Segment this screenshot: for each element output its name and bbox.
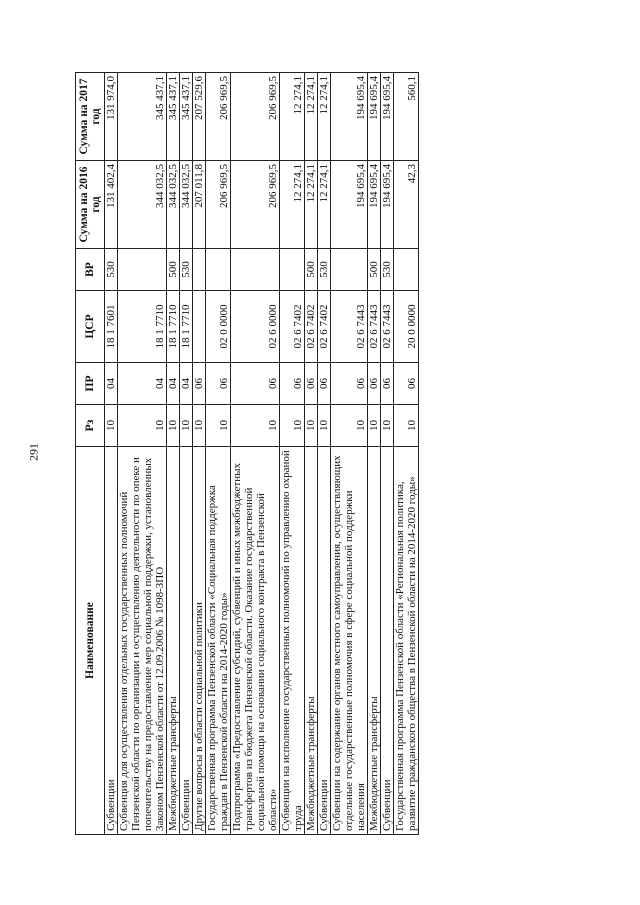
- row-pr: 04: [180, 363, 193, 405]
- row-sum-2017: 12 274,1: [318, 73, 331, 161]
- table-row: [231, 73, 280, 835]
- header-sum-2017: Сумма на 2017 год: [76, 73, 105, 161]
- row-pr: 06: [280, 363, 305, 405]
- row-rz: 10: [280, 405, 305, 447]
- row-name: Субвенция для осуществления отдельных государственных полномочий Пензенской области по организации и осуществлению деятельности по опеке и попечительству на предоставление мер социальной поддержки, установленных Законом Пензенской области от 12.09.2006 № 1098-ЗПО: [118, 447, 167, 835]
- row-sum-2017: 12 274,1: [305, 73, 318, 161]
- row-name: Межбюджетные трансферты: [167, 447, 180, 835]
- row-rz: 10: [206, 405, 231, 447]
- row-sum-2017: 12 274,1: [280, 73, 305, 161]
- row-sum-2016: 206 969,5: [206, 161, 231, 249]
- row-sum-2016: 194 695,4: [331, 161, 368, 249]
- row-csr: 18 1 7601: [105, 291, 118, 363]
- row-sum-2017: 345 437,1: [180, 73, 193, 161]
- header-vr: ВР: [76, 249, 105, 291]
- row-sum-2017: 345 437,1: [118, 73, 167, 161]
- table-row: [305, 73, 318, 835]
- row-sum-2016: 12 274,1: [280, 161, 305, 249]
- row-csr: 18 1 7710: [167, 291, 180, 363]
- row-csr: 02 0 0000: [206, 291, 231, 363]
- row-rz: 10: [105, 405, 118, 447]
- row-name: Субвенции на исполнение государственных полномочий по управлению охраной труда: [280, 447, 305, 835]
- row-rz: 10: [118, 405, 167, 447]
- row-vr: [231, 249, 280, 291]
- row-sum-2016: 344 032,5: [167, 161, 180, 249]
- header-csr: ЦСР: [76, 291, 105, 363]
- row-sum-2016: 12 274,1: [318, 161, 331, 249]
- row-vr: [206, 249, 231, 291]
- table-row: [381, 73, 394, 835]
- row-pr: 04: [118, 363, 167, 405]
- table-row: [167, 73, 180, 835]
- row-vr: [193, 249, 206, 291]
- row-name: Субвенции: [381, 447, 394, 835]
- row-csr: 02 6 7443: [381, 291, 394, 363]
- header-name: Наименование: [76, 447, 105, 835]
- row-name: Межбюджетные трансферты: [368, 447, 381, 835]
- row-csr: [193, 291, 206, 363]
- row-csr: 18 1 7710: [180, 291, 193, 363]
- page-number: 291: [26, 443, 41, 461]
- row-csr: 02 6 7402: [318, 291, 331, 363]
- row-csr: 02 6 7443: [368, 291, 381, 363]
- row-sum-2017: 194 695,4: [381, 73, 394, 161]
- row-name: Межбюджетные трансферты: [305, 447, 318, 835]
- row-vr: [394, 249, 419, 291]
- row-name: Другие вопросы в области социальной политики: [193, 447, 206, 835]
- row-sum-2017: 131 974,0: [105, 73, 118, 161]
- row-rz: 10: [193, 405, 206, 447]
- table-row: [318, 73, 331, 835]
- row-sum-2016: 42,3: [394, 161, 419, 249]
- row-sum-2017: 560,1: [394, 73, 419, 161]
- row-name: Субвенции на содержание органов местного самоуправления, осуществляющих отдельные государственные полномочия в сфере социальной поддержки населения: [331, 447, 368, 835]
- row-sum-2017: 206 969,5: [231, 73, 280, 161]
- row-rz: 10: [381, 405, 394, 447]
- row-vr: [331, 249, 368, 291]
- row-pr: 04: [167, 363, 180, 405]
- table-row: [331, 73, 368, 835]
- row-pr: 06: [193, 363, 206, 405]
- row-pr: 06: [231, 363, 280, 405]
- row-rz: 10: [180, 405, 193, 447]
- rotated-table-container: [75, 73, 565, 835]
- table-row: [280, 73, 305, 835]
- row-sum-2017: 194 695,4: [331, 73, 368, 161]
- table-row: [193, 73, 206, 835]
- row-name: Государственная программа Пензенской области «Социальная поддержка граждан в Пензенской области на 2014-2020 годы»: [206, 447, 231, 835]
- row-sum-2017: 207 529,6: [193, 73, 206, 161]
- row-sum-2016: 131 402,4: [105, 161, 118, 249]
- row-name: Подпрограмма «Предоставление субсидий, субвенций и иных межбюджетных трансфертов из бюджета Пензенской области. Оказание государственной социальной помощи на основании социального контракта в Пензенской области»: [231, 447, 280, 835]
- row-rz: 10: [231, 405, 280, 447]
- row-csr: 02 6 7443: [331, 291, 368, 363]
- row-sum-2016: 194 695,4: [381, 161, 394, 249]
- table-row: [368, 73, 381, 835]
- row-rz: 10: [331, 405, 368, 447]
- budget-table: [75, 72, 419, 835]
- header-pr: ПР: [76, 363, 105, 405]
- row-vr: 530: [105, 249, 118, 291]
- row-sum-2016: 206 969,5: [231, 161, 280, 249]
- table-row: [118, 73, 167, 835]
- row-sum-2016: 344 032,5: [118, 161, 167, 249]
- row-sum-2016: 194 695,4: [368, 161, 381, 249]
- row-pr: 06: [206, 363, 231, 405]
- row-pr: 06: [305, 363, 318, 405]
- row-sum-2017: 345 437,1: [167, 73, 180, 161]
- row-vr: 530: [180, 249, 193, 291]
- table-row: [180, 73, 193, 835]
- row-rz: 10: [368, 405, 381, 447]
- header-sum-2016: Сумма на 2016 год: [76, 161, 105, 249]
- row-vr: [118, 249, 167, 291]
- row-pr: 06: [368, 363, 381, 405]
- row-csr: 02 6 7402: [280, 291, 305, 363]
- row-name: Субвенции: [180, 447, 193, 835]
- row-vr: 530: [381, 249, 394, 291]
- row-pr: 06: [331, 363, 368, 405]
- row-vr: 500: [167, 249, 180, 291]
- row-vr: 500: [305, 249, 318, 291]
- row-pr: 06: [318, 363, 331, 405]
- row-sum-2017: 194 695,4: [368, 73, 381, 161]
- table-row: [206, 73, 231, 835]
- row-vr: 530: [318, 249, 331, 291]
- row-name: Государственная программа Пензенской области «Региональная политика, развитие гражданского общества в Пензенской области на 2014-2020 годы»: [394, 447, 419, 835]
- row-sum-2017: 206 969,5: [206, 73, 231, 161]
- row-pr: 04: [105, 363, 118, 405]
- row-pr: 06: [381, 363, 394, 405]
- row-pr: 06: [394, 363, 419, 405]
- row-sum-2016: 344 032,5: [180, 161, 193, 249]
- row-csr: 02 6 0000: [231, 291, 280, 363]
- row-csr: 20 0 0000: [394, 291, 419, 363]
- row-name: Субвенции: [318, 447, 331, 835]
- row-rz: 10: [394, 405, 419, 447]
- row-rz: 10: [167, 405, 180, 447]
- row-sum-2016: 207 011,8: [193, 161, 206, 249]
- header-rz: Рз: [76, 405, 105, 447]
- row-vr: 500: [368, 249, 381, 291]
- row-rz: 10: [305, 405, 318, 447]
- table-header-row: [76, 73, 105, 835]
- table-row: [394, 73, 419, 835]
- row-rz: 10: [318, 405, 331, 447]
- table-row: [105, 73, 118, 835]
- row-name: Субвенции: [105, 447, 118, 835]
- row-sum-2016: 12 274,1: [305, 161, 318, 249]
- row-csr: 02 6 7402: [305, 291, 318, 363]
- row-vr: [280, 249, 305, 291]
- row-csr: 18 1 7710: [118, 291, 167, 363]
